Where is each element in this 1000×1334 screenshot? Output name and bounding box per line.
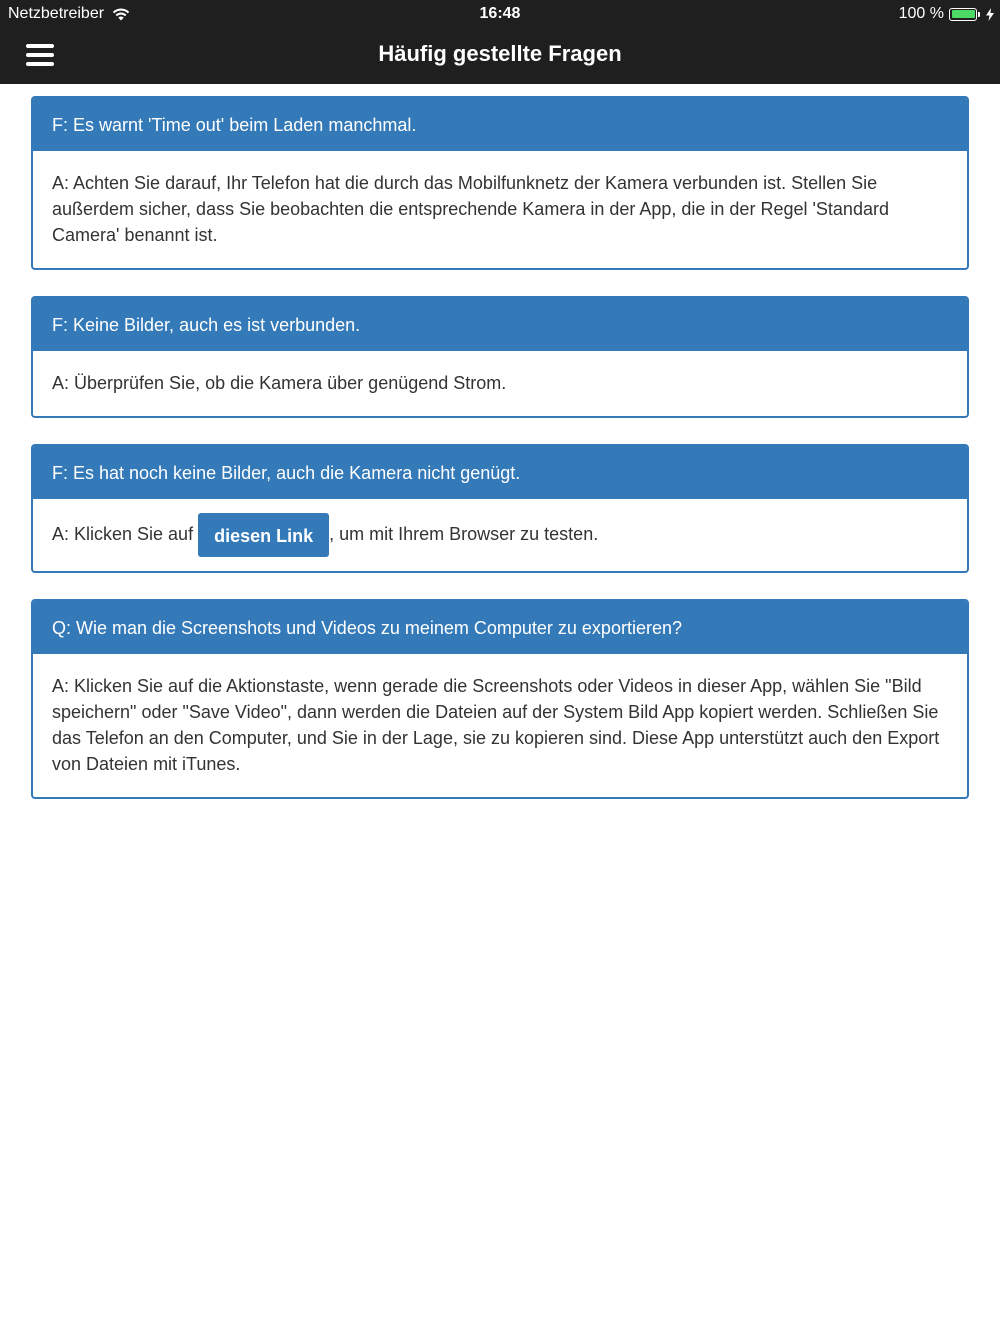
battery-group: [899, 5, 994, 23]
battery-icon: [949, 8, 977, 21]
faq-question: F: Keine Bilder, auch es ist verbunden.: [33, 298, 967, 351]
status-bar: [0, 0, 1000, 28]
carrier-label: Netzbetreiber: [8, 5, 105, 22]
faq-item: [31, 296, 969, 418]
faq-item: [31, 599, 969, 799]
faq-list: [31, 96, 969, 825]
faq-answer: A: Klicken Sie auf die Aktionstaste, wenn gerade die Screenshots oder Videos in dieser App, wählen Sie "Bild speichern" oder "Save Video", dann werden die Dateien auf der System Bild App kopiert werden. Schließen Sie das Telefon an den Computer, und Sie in der Lage, sie zu kopieren sind. Diese App unterstützt auch den Export von Dateien mit iTunes.: [52, 676, 940, 774]
faq-answer: A: Achten Sie darauf, Ihr Telefon hat die durch das Mobilfunknetz der Kamera verbunden ist. Stellen Sie außerdem sicher, dass Sie beobachten die entsprechende Kamera in der App, die in der Regel 'Standard Camera' benannt ist.: [52, 173, 889, 245]
answer-suffix: , um mit Ihrem Browser zu testen.: [329, 523, 599, 544]
battery-percent: 100 %: [898, 5, 944, 22]
charging-bolt-icon: [986, 8, 994, 21]
nav-bar: [0, 28, 1000, 84]
answer-prefix: A: Klicken Sie auf: [52, 523, 194, 544]
faq-answer: [33, 499, 967, 571]
faq-question: Q: Wie man die Screenshots und Videos zu meinem Computer zu exportieren?: [33, 601, 967, 654]
clock: 16:48: [479, 5, 521, 22]
battery-fill: [952, 10, 975, 18]
faq-answer: A: Überprüfen Sie, ob die Kamera über genügend Strom.: [52, 373, 507, 393]
faq-question: F: Es hat noch keine Bilder, auch die Kamera nicht genügt.: [33, 446, 967, 499]
faq-question: F: Es warnt 'Time out' beim Laden manchmal.: [33, 98, 967, 151]
faq-item: [31, 444, 969, 573]
faq-item: [31, 96, 969, 270]
page-title: Häufig gestellte Fragen: [378, 41, 622, 66]
test-link-button[interactable]: diesen Link: [198, 513, 329, 557]
